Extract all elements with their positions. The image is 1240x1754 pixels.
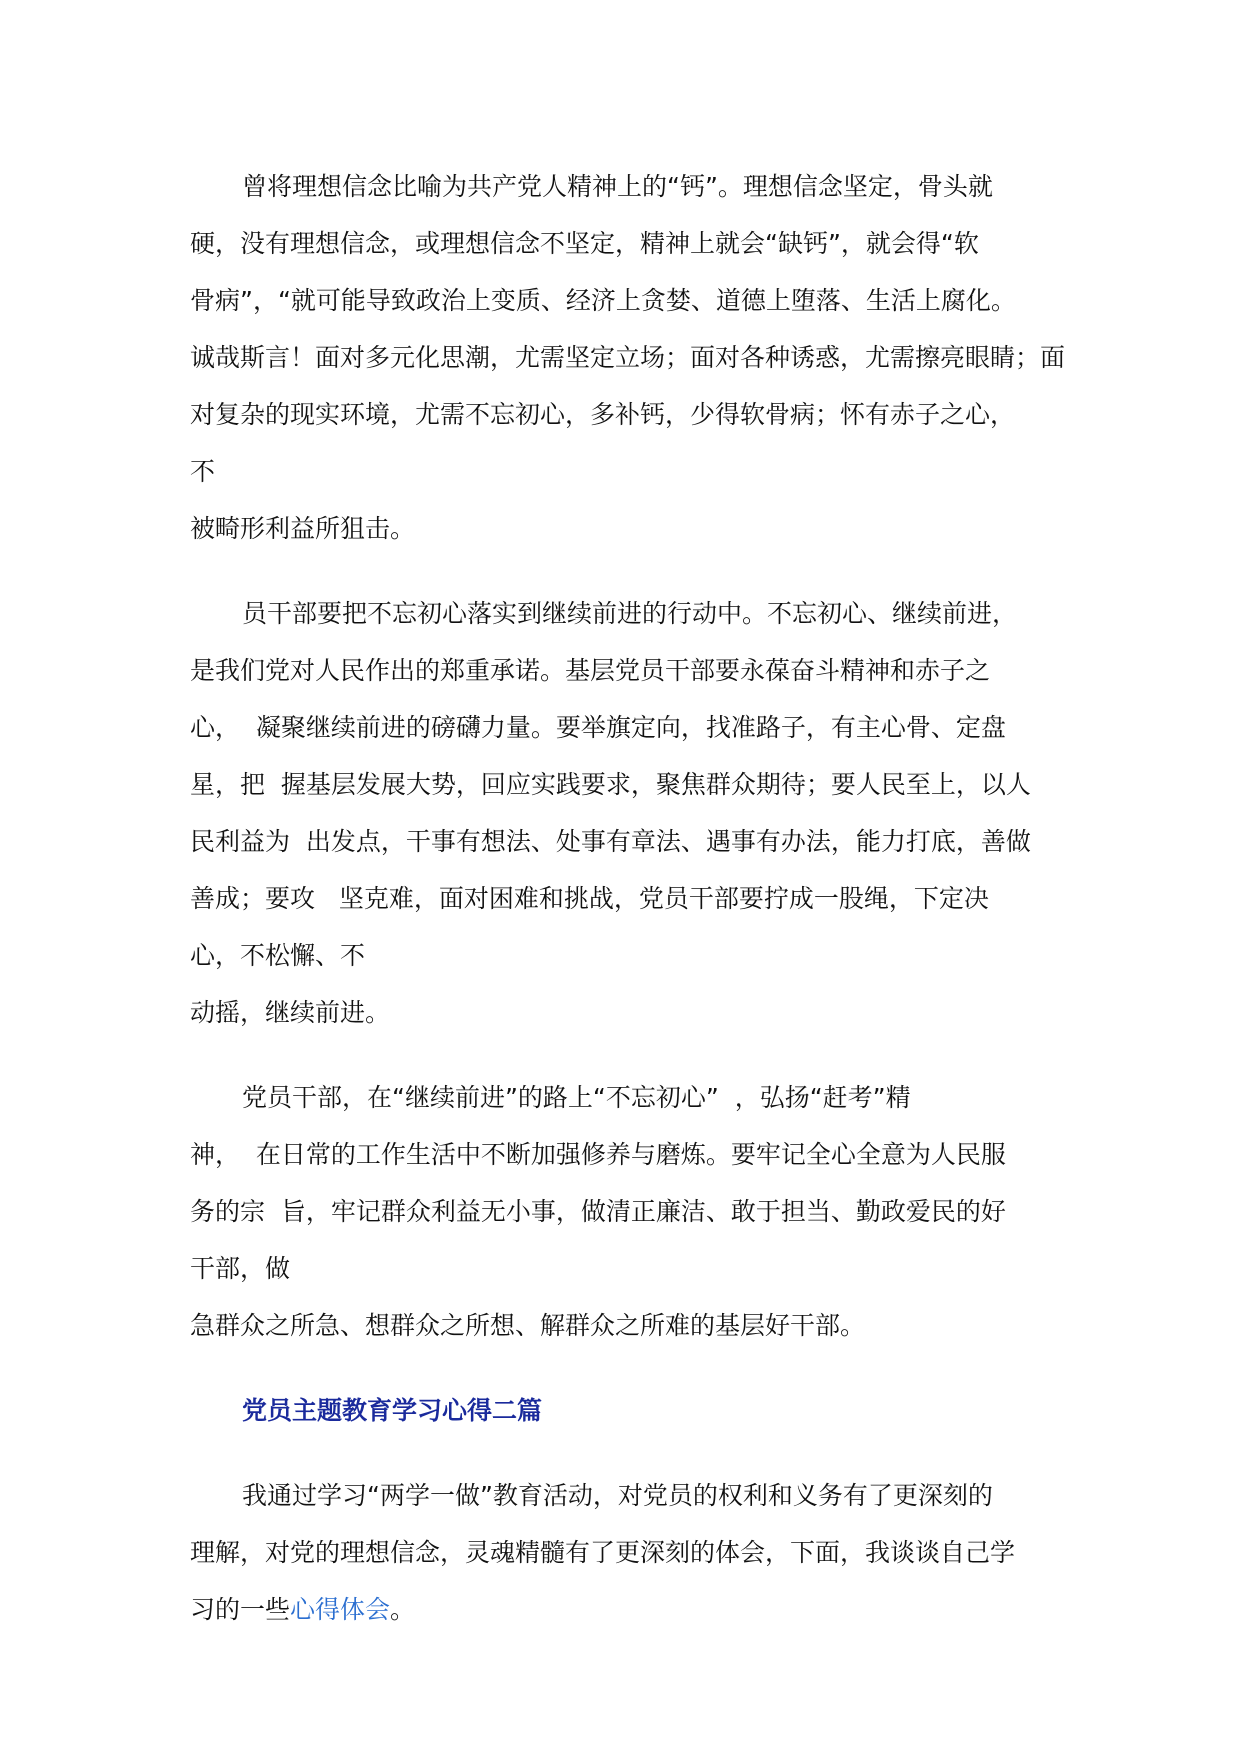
text-line-last <box>190 1581 1070 1638</box>
document-page <box>190 158 1070 1638</box>
text-line: 是我们党对人民作出的郑重承诺。基层党员干部要永葆奋斗精神和赤子之 <box>190 656 991 685</box>
text-line: 心， 凝聚继续前进的磅礴力量。要举旗定向，找准路子，有主心骨、定盘 <box>190 713 1006 742</box>
text-line: 务的宗 旨，牢记群众利益无小事，做清正廉洁、敢于担当、勤政爱民的好 <box>190 1197 1006 1226</box>
text-line: 我通过学习“两学一做”教育活动，对党员的权利和义务有了更深刻的 <box>242 1481 993 1510</box>
paragraph-4 <box>190 1467 1070 1638</box>
text-line: 理解，对党的理想信念，灵魂精髓有了更深刻的体会，下面，我谈谈自己学 <box>190 1538 1016 1567</box>
text-line: 不 <box>190 457 216 486</box>
text-line: 曾将理想信念比喻为共产党人精神上的“钙”。理想信念坚定，骨头就 <box>242 172 993 201</box>
text-line: 善成；要攻 坚克难，面对困难和挑战，党员干部要拧成一股绳，下定决 <box>190 884 989 913</box>
text-line: 急群众之所急、想群众之所想、解群众之所难的基层好干部。 <box>190 1311 866 1340</box>
text-line: 员干部要把不忘初心落实到继续前进的行动中。不忘初心、继续前进， <box>242 599 1018 628</box>
text-line: 神， 在日常的工作生活中不断加强修养与磨炼。要牢记全心全意为人民服 <box>190 1140 1006 1169</box>
text-segment: 习的一些 <box>190 1595 291 1624</box>
xinde-tihui-link[interactable]: 心得体会 <box>290 1595 391 1624</box>
section-heading: 党员主题教育学习心得二篇 <box>242 1396 543 1425</box>
text-line: 诚哉斯言！面对多元化思潮，尤需坚定立场；面对各种诱惑，尤需擦亮眼睛；面 <box>190 343 1066 372</box>
text-line: 心，不松懈、不 <box>190 941 366 970</box>
paragraph-1 <box>190 158 1070 557</box>
text-line: 骨病”，“就可能导致政治上变质、经济上贪婪、道德上堕落、生活上腐化。 <box>190 286 1016 315</box>
paragraph-gap <box>190 1439 1070 1467</box>
text-line: 动摇，继续前进。 <box>190 998 391 1027</box>
paragraph-2 <box>190 585 1070 1041</box>
paragraph-gap <box>190 1041 1070 1069</box>
text-line: 对复杂的现实环境，尤需不忘初心，多补钙，少得软骨病；怀有赤子之心， <box>190 400 1016 429</box>
text-line: 民利益为 出发点，干事有想法、处事有章法、遇事有办法，能力打底，善做 <box>190 827 1031 856</box>
text-line: 被畸形利益所狙击。 <box>190 514 416 543</box>
text-line: 党员干部，在“继续前进”的路上“不忘初心” ，弘扬“赶考”精 <box>242 1083 911 1112</box>
text-line: 干部，做 <box>190 1254 291 1283</box>
text-segment: 。 <box>390 1595 416 1624</box>
paragraph-3 <box>190 1069 1070 1354</box>
text-line: 硬，没有理想信念，或理想信念不坚定，精神上就会“缺钙”，就会得“软 <box>190 229 979 258</box>
text-line: 星，把 握基层发展大势，回应实践要求，聚焦群众期待；要人民至上，以人 <box>190 770 1031 799</box>
paragraph-gap <box>190 1354 1070 1382</box>
paragraph-gap <box>190 557 1070 585</box>
